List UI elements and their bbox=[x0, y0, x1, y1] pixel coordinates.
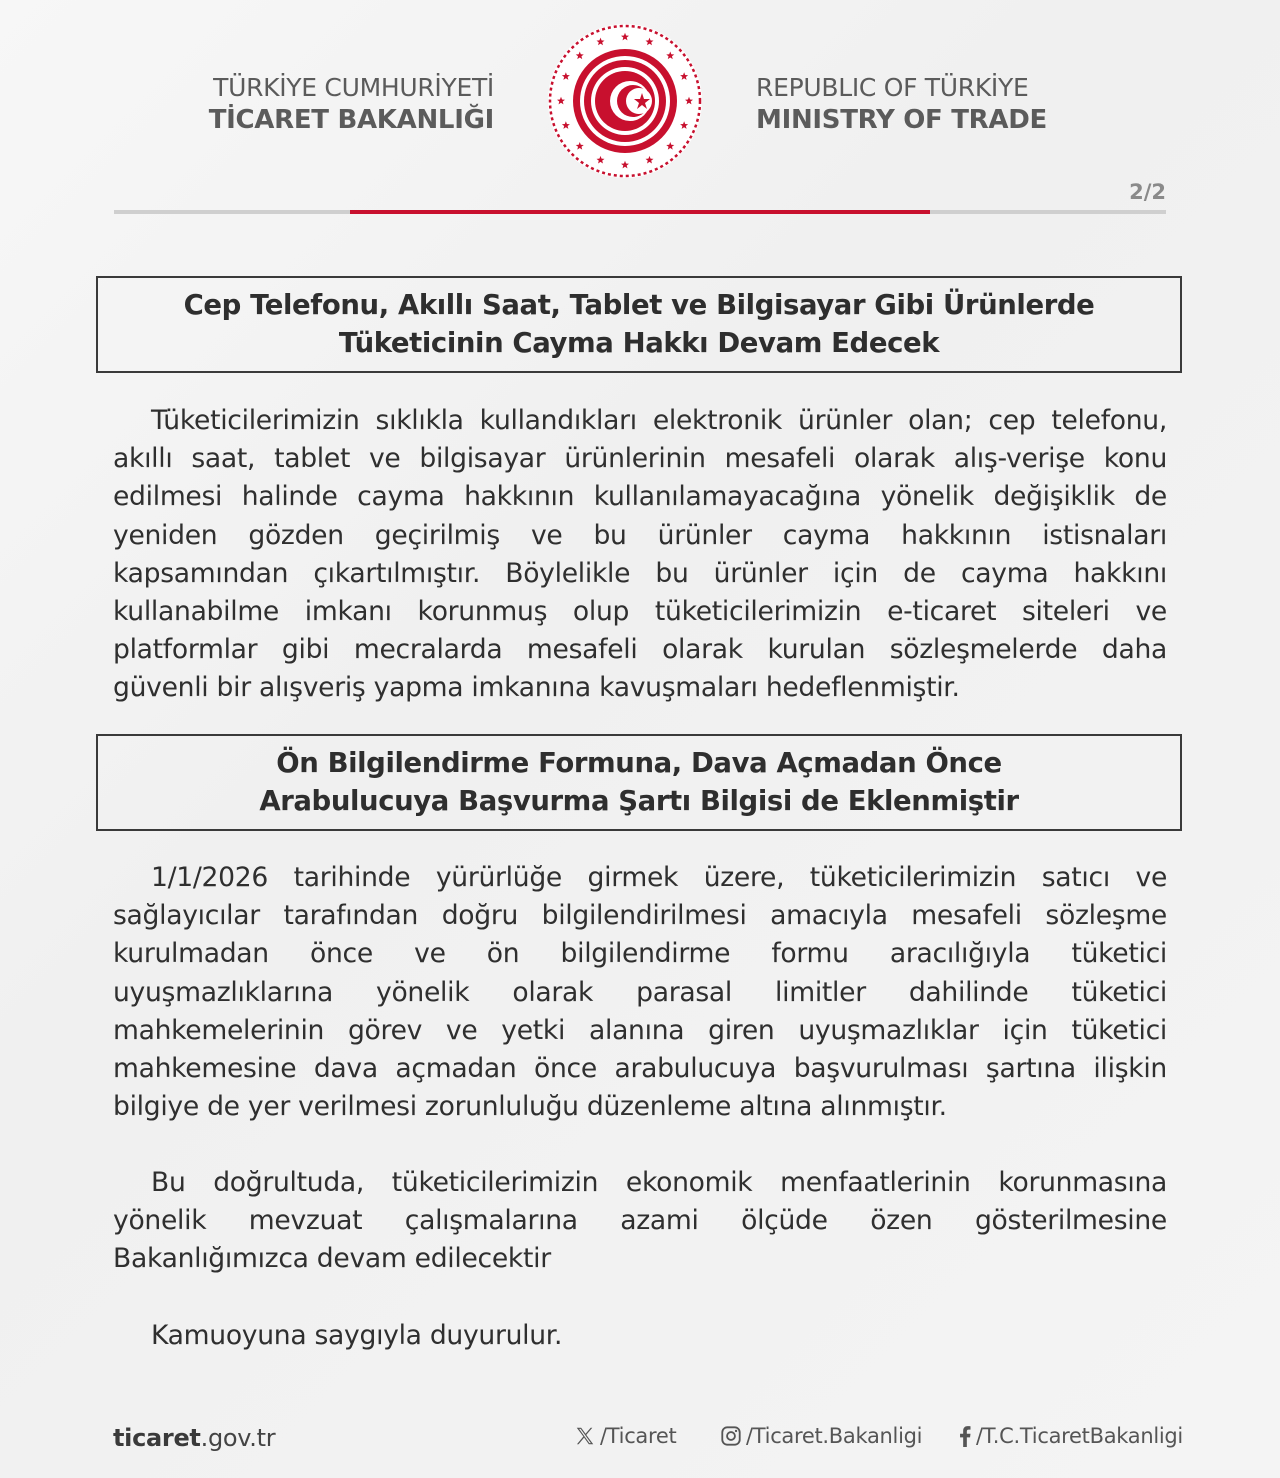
body-line: platformlar gibi mecralarda mesafeli olarak kurulan sözleşmelerde daha bbox=[113, 634, 1167, 666]
instagram-social-link[interactable] bbox=[720, 1424, 922, 1448]
body-line: edilmesi halinde cayma hakkının kullanılamayacağına yönelik değişiklik de bbox=[113, 481, 1167, 513]
section1-title-line1: Cep Telefonu, Akıllı Saat, Tablet ve Bilgisayar Gibi Ürünlerde bbox=[183, 289, 1095, 321]
country-name-tr: TÜRKİYE CUMHURİYETİ bbox=[213, 73, 494, 102]
footer bbox=[0, 1410, 1280, 1470]
section1-title bbox=[96, 276, 1182, 373]
instagram-handle: /Ticaret.Bakanligi bbox=[746, 1424, 923, 1448]
section2-body bbox=[113, 859, 1167, 1126]
body-line: mahkemesine dava açmadan önce arabulucuya başvurulması şartına ilişkin bbox=[113, 1052, 1167, 1084]
body-line: kullanabilme imkanı korunmuş olup tüketicilerimizin e-ticaret siteleri ve bbox=[113, 595, 1167, 627]
body-line: uyuşmazlıklarına yönelik olarak parasal limitler dahilinde tüketici bbox=[113, 976, 1167, 1008]
header bbox=[0, 0, 1280, 240]
signoff-line: Kamuoyuna saygıyla duyurulur. bbox=[151, 1320, 563, 1351]
body-line: yeniden gözden geçirilmiş ve bu ürünler cayma hakkının istisnaları bbox=[113, 519, 1167, 551]
x-logo-icon bbox=[574, 1425, 596, 1447]
body-line: Bakanlığımızca devam edilecektir bbox=[113, 1243, 551, 1275]
website-tld: .gov.tr bbox=[200, 1424, 276, 1452]
header-divider-accent bbox=[350, 210, 930, 214]
body-line: 1/1/2026 tarihinde yürürlüğe girmek üzere, tüketicilerimizin satıcı ve bbox=[151, 862, 1167, 893]
body-line: yönelik mevzuat çalışmalarına azami ölçüde özen gösterilmesine bbox=[113, 1205, 1167, 1237]
body-line: kurulmadan önce ve ön bilgilendirme formu aracılığıyla tüketici bbox=[113, 938, 1167, 970]
section1-body bbox=[113, 402, 1167, 708]
ministry-title-tr: TİCARET BAKANLIĞI bbox=[208, 105, 494, 135]
instagram-logo-icon bbox=[720, 1425, 742, 1447]
page-indicator: 2/2 bbox=[1129, 180, 1166, 204]
website-domain: ticaret bbox=[113, 1424, 201, 1452]
ministry-emblem-icon bbox=[546, 22, 704, 180]
x-social-link[interactable] bbox=[574, 1424, 676, 1448]
facebook-social-link[interactable] bbox=[958, 1424, 1183, 1448]
ministry-name-en bbox=[756, 72, 1047, 136]
ministry-name-tr bbox=[209, 72, 494, 136]
country-name-en: REPUBLIC OF TÜRKİYE bbox=[756, 73, 1029, 102]
ministry-title-en: MINISTRY OF TRADE bbox=[756, 105, 1047, 135]
body-line: akıllı saat, tablet ve bilgisayar ürünlerinin mesafeli olarak alış-verişe konu bbox=[113, 443, 1167, 475]
body-line: bilgiye de yer verilmesi zorunluluğu düzenleme altına alınmıştır. bbox=[113, 1091, 947, 1123]
facebook-handle: /T.C.TicaretBakanligi bbox=[976, 1424, 1183, 1448]
body-line: kapsamından çıkartılmıştır. Böylelikle bu ürünler için de cayma hakkını bbox=[113, 557, 1167, 589]
x-handle: /Ticaret bbox=[600, 1424, 677, 1448]
website-link[interactable] bbox=[113, 1424, 275, 1452]
section2-title-line2: Arabulucuya Başvurma Şartı Bilgisi de Eklenmiştir bbox=[259, 785, 1019, 817]
body-line: mahkemelerinin görev ve yetki alanına giren uyuşmazlıklar için tüketici bbox=[113, 1014, 1167, 1046]
section2-title bbox=[96, 734, 1182, 831]
closing-body bbox=[113, 1164, 1167, 1279]
section2-title-line1: Ön Bilgilendirme Formuna, Dava Açmadan Önce bbox=[276, 747, 1002, 779]
body-line: Bu doğrultuda, tüketicilerimizin ekonomik menfaatlerinin korunmasına bbox=[151, 1167, 1167, 1198]
body-line: sağlayıcılar tarafından doğru bilgilendirilmesi amacıyla mesafeli sözleşme bbox=[113, 900, 1167, 932]
section1-title-line2: Tüketicinin Cayma Hakkı Devam Edecek bbox=[338, 327, 940, 359]
facebook-logo-icon bbox=[958, 1425, 972, 1447]
signoff bbox=[113, 1317, 1167, 1355]
body-line: güvenli bir alışveriş yapma imkanına kavuşmaları hedeflenmiştir. bbox=[113, 672, 960, 704]
body-line: Tüketicilerimizin sıklıkla kullandıkları elektronik ürünler olan; cep telefonu, bbox=[151, 405, 1167, 436]
